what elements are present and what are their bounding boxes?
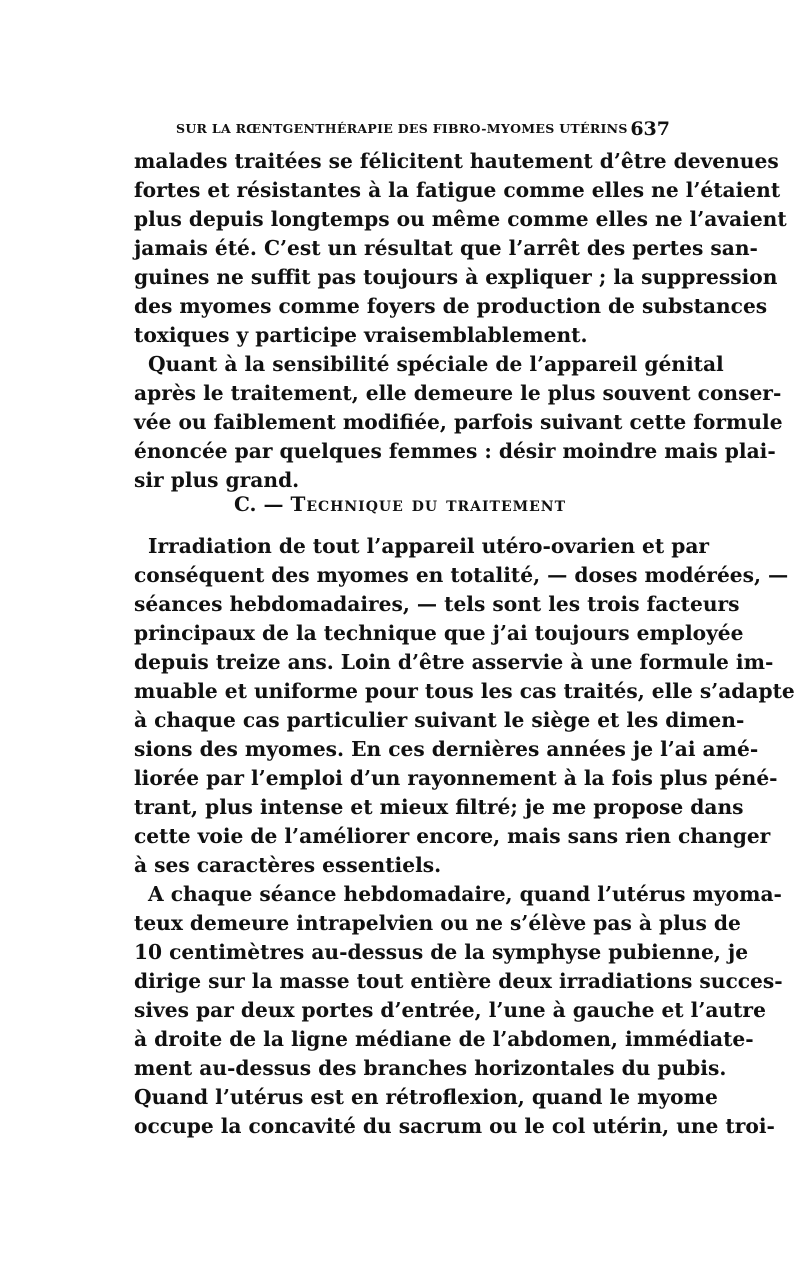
text-line: muable et uniforme pour tous les cas traités, elle s’adapte [134, 679, 795, 703]
text-line: trant, plus intense et mieux filtré; je me propose dans [134, 795, 744, 819]
text-line: énoncée par quelques femmes : désir moindre mais plai- [134, 439, 776, 463]
text-line: Quant à la sensibilité spéciale de l’appareil génital [148, 352, 724, 376]
text-line: à ses caractères essentiels. [134, 853, 442, 877]
text-line: sions des myomes. En ces dernières années je l’ai amé- [134, 737, 759, 761]
text-line: séances hebdomadaires, — tels sont les trois facteurs [134, 592, 740, 616]
text-line: après le traitement, elle demeure le plus souvent conser- [134, 381, 782, 405]
text-line: sives par deux portes d’entrée, l’une à gauche et l’autre [134, 998, 766, 1022]
text-line: liorée par l’emploi d’un rayonnement à la fois plus péné- [134, 766, 778, 790]
text-line: à droite de la ligne médiane de l’abdomen, immédiate- [134, 1027, 754, 1051]
text-line: des myomes comme foyers de production de substances [134, 294, 768, 318]
text-line: dirige sur la masse tout entière deux irradiations succes- [134, 969, 783, 993]
text-line: jamais été. C’est un résultat que l’arrêt des pertes san- [134, 236, 758, 260]
text-line: guines ne suffit pas toujours à expliquer ; la suppression [134, 265, 778, 289]
text-line: principaux de la technique que j’ai toujours employée [134, 621, 744, 645]
text-line: depuis treize ans. Loin d’être asservie à une formule im- [134, 650, 774, 674]
section-title: Technique du traitement [290, 492, 567, 516]
text-line: toxiques y participe vraisemblablement. [134, 323, 588, 347]
text-line: Quand l’utérus est en rétroflexion, quand le myome [134, 1085, 718, 1109]
text-line: occupe la concavité du sacrum ou le col utérin, une troi- [134, 1114, 775, 1138]
text-line: sir plus grand. [134, 468, 300, 492]
text-line: A chaque séance hebdomadaire, quand l’utérus myoma- [148, 882, 782, 906]
running-head [176, 118, 670, 140]
text-line: vée ou faiblement modifiée, parfois suivant cette formule [134, 410, 783, 434]
text-line: plus depuis longtemps ou même comme elles ne l’avaient [134, 207, 787, 231]
running-title: SUR LA RŒNTGENTHÉRAPIE DES FIBRO-MYOMES UTÉRINS [176, 121, 628, 136]
text-line: fortes et résistantes à la fatigue comme elles ne l’étaient [134, 178, 781, 202]
text-line: teux demeure intrapelvien ou ne s’élève pas à plus de [134, 911, 741, 935]
text-line: malades traitées se félicitent hautement d’être devenues [134, 149, 779, 173]
page-number: 637 [630, 118, 670, 140]
text-line: ment au-dessus des branches horizontales du pubis. [134, 1056, 727, 1080]
text-line: à chaque cas particulier suivant le siège et les dimen- [134, 708, 745, 732]
section-heading [0, 491, 800, 517]
text-line: 10 centimètres au-dessus de la symphyse pubienne, je [134, 940, 749, 964]
text-line: Irradiation de tout l’appareil utéro-ovarien et par [148, 534, 710, 558]
section-letter: C. — [233, 492, 284, 516]
text-line: cette voie de l’améliorer encore, mais sans rien changer [134, 824, 771, 848]
text-line: conséquent des myomes en totalité, — doses modérées, — [134, 563, 789, 587]
